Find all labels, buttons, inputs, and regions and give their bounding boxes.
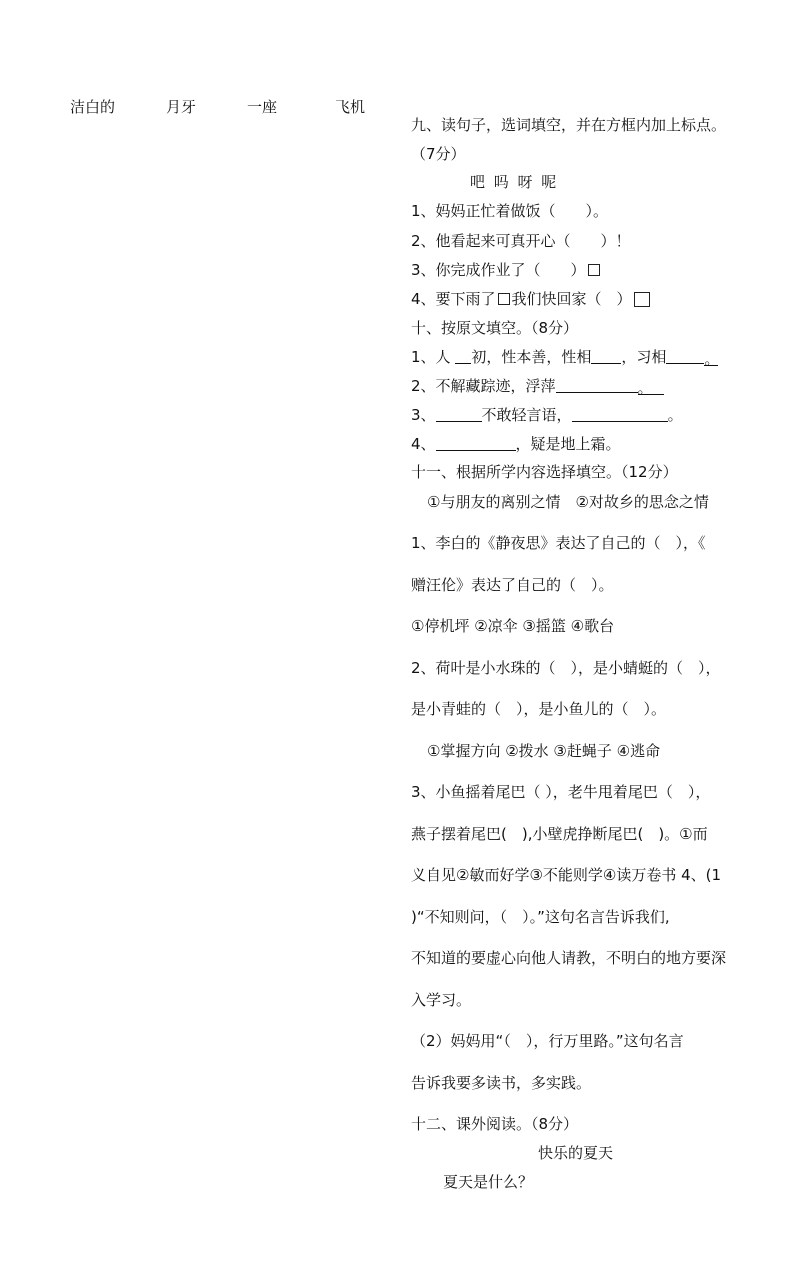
section-10-q3-c: 。 xyxy=(667,406,683,424)
section-11-q1-line2: 赠汪伦》表达了自己的（ ）。 xyxy=(411,576,614,594)
fill-blank[interactable] xyxy=(556,377,638,393)
section-11-q3-line2: 燕子摆着尾巴( ),小壁虎挣断尾巴( )。①而 xyxy=(411,825,708,843)
punctuation-box[interactable] xyxy=(634,292,650,307)
section-10-q2 xyxy=(411,377,664,395)
section-10-title: 十、按原文填空。（8分） xyxy=(411,319,579,337)
section-11-q4-line3: 入学习。 xyxy=(411,991,472,1009)
section-10-q1 xyxy=(411,348,718,366)
section-10-q4-a: 4、 xyxy=(411,435,436,453)
section-11-options-1: ①与朋友的离别之情 ②对故乡的思念之情 xyxy=(427,493,709,511)
section-9-options: 吧 吗 呀 呢 xyxy=(470,173,557,191)
section-11-q2-line1: 2、荷叶是小水珠的（ ），是小蜻蜓的（ ）， xyxy=(411,659,721,677)
word-yueya: 月牙 xyxy=(166,98,197,116)
section-9-q4-text-a: 4、要下雨了 xyxy=(411,290,496,308)
word-feiji: 飞机 xyxy=(335,98,366,116)
section-10-q1-d: 。 xyxy=(704,350,720,368)
punctuation-box[interactable] xyxy=(588,264,600,276)
section-11-q1-line1: 1、李白的《静夜思》表达了自己的（ ），《 xyxy=(411,534,706,552)
fill-blank[interactable] xyxy=(666,348,704,364)
section-11-q4-line2: 不知道的要虚心向他人请教，不明白的地方要深 xyxy=(411,949,727,967)
section-10-q1-b: 初，性本善，性相 xyxy=(471,348,592,366)
section-10-q4-b: ，疑是地上霜。 xyxy=(515,435,621,453)
fill-blank[interactable] xyxy=(436,406,482,422)
section-10-q3-a: 3、 xyxy=(411,406,436,424)
section-11-q4-line5: 告诉我要多读书，多实践。 xyxy=(411,1074,592,1092)
story-line-1: 夏天是什么？ xyxy=(443,1173,534,1191)
section-10-q1-c: ，习相 xyxy=(621,348,667,366)
section-11-q3-line3: 义自见②敏而好学③不能则学④读万卷书 4、(1 xyxy=(411,866,722,884)
section-11-options-2: ①停机坪 ②凉伞 ③摇篮 ④歌台 xyxy=(411,617,615,635)
section-10-q3 xyxy=(411,406,683,424)
section-12-title: 十二、课外阅读。（8分） xyxy=(411,1115,579,1133)
section-9-title: 九、读句子，选词填空，并在方框内加上标点。 xyxy=(411,116,727,134)
word-jiebai: 洁白的 xyxy=(70,98,116,116)
punctuation-box[interactable] xyxy=(498,293,510,305)
section-11-q2-line2: 是小青蛙的（ ），是小鱼儿的（ ）。 xyxy=(411,700,667,718)
fill-blank[interactable] xyxy=(436,435,516,451)
section-9-q4 xyxy=(411,290,650,308)
section-10-q2-a: 2、不解藏踪迹，浮萍 xyxy=(411,377,556,395)
section-10-q1-a: 1、人 xyxy=(411,348,451,366)
section-11-title: 十一、根据所学内容选择填空。（12分） xyxy=(411,463,678,481)
story-title: 快乐的夏天 xyxy=(538,1144,614,1162)
fill-blank[interactable] xyxy=(455,348,471,364)
fill-blank[interactable] xyxy=(572,406,668,422)
section-11-q4-line4: （2）妈妈用“（ ），行万里路。”这句名言 xyxy=(411,1032,684,1050)
section-11-q4-line1: )“不知则问，（ ）。”这句名言告诉我们, xyxy=(411,908,670,926)
section-9-q2: 2、他看起来可真开心（ ）！ xyxy=(411,232,631,250)
section-10-q2-b: 。 xyxy=(638,379,664,395)
fill-blank[interactable] xyxy=(591,348,621,364)
section-9-q3 xyxy=(411,261,600,279)
section-9-q1: 1、妈妈正忙着做饭（ ）。 xyxy=(411,202,609,220)
section-10-q4 xyxy=(411,435,621,453)
section-11-q3-line1: 3、小鱼摇着尾巴（ ），老牛甩着尾巴（ ）， xyxy=(411,783,711,801)
section-9-score: （7分） xyxy=(411,145,466,163)
section-9-q3-text: 3、你完成作业了（ ） xyxy=(411,261,586,279)
word-yizuo: 一座 xyxy=(247,98,278,116)
section-11-options-3: ①掌握方向 ②拨水 ③赶蝇子 ④逃命 xyxy=(427,742,661,760)
section-10-q3-b: 不敢轻言语， xyxy=(481,406,572,424)
section-9-q4-text-b: 我们快回家（ ） xyxy=(511,290,632,308)
